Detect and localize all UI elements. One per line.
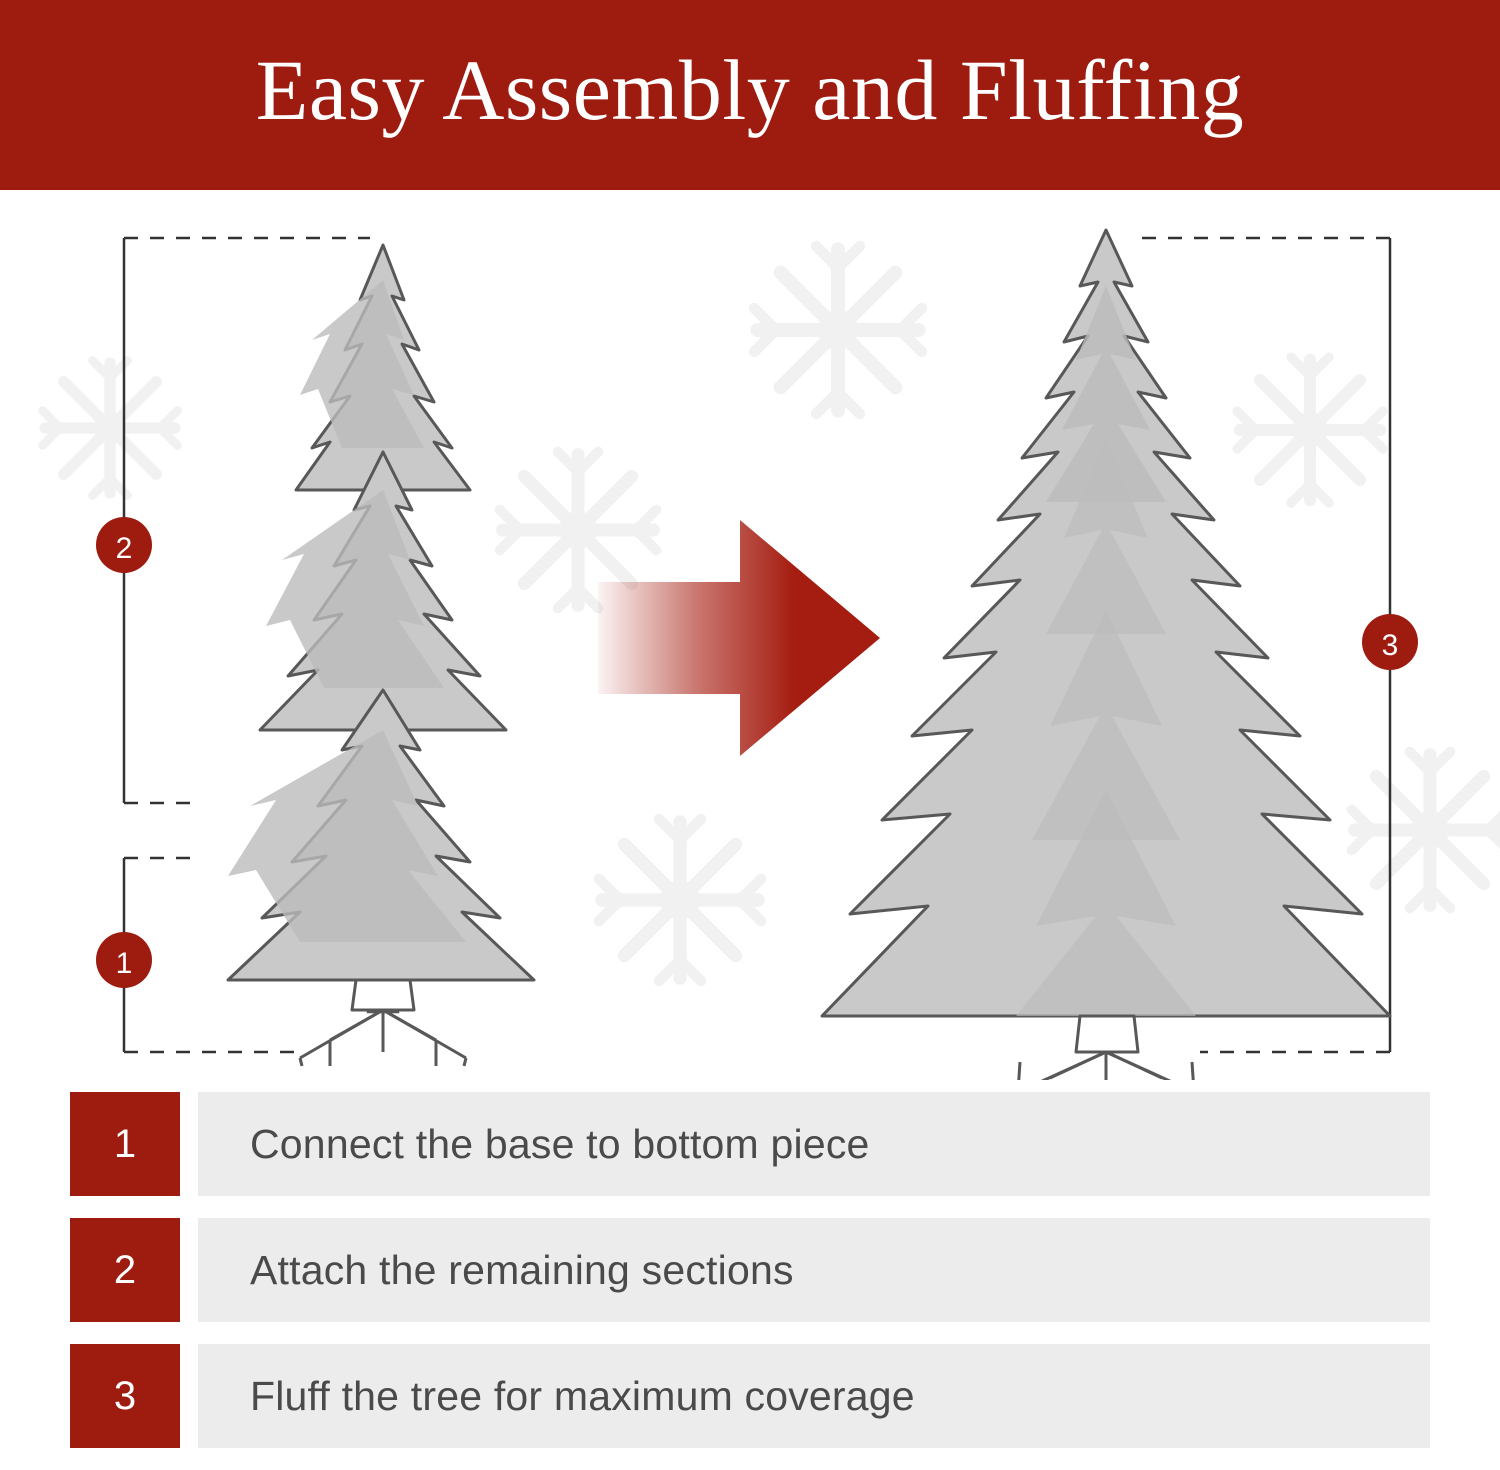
step-row-3 <box>70 1344 1430 1448</box>
step-number-1: 1 <box>70 1092 180 1196</box>
step-number-2: 2 <box>70 1218 180 1322</box>
tree-stand-left <box>300 980 466 1066</box>
tree-section-bottom <box>228 690 534 1012</box>
tree-stand-right <box>1018 1016 1194 1080</box>
step-marker-2 <box>96 517 152 573</box>
svg-text:1: 1 <box>115 947 133 980</box>
svg-text:3: 3 <box>1381 629 1399 662</box>
assembly-diagram <box>0 190 1500 1080</box>
step-text-container-1 <box>198 1092 1430 1196</box>
page-title: Easy Assembly and Fluffing <box>255 42 1245 138</box>
step-row-2 <box>70 1218 1430 1322</box>
step-label-1: Connect the base to bottom piece <box>250 1120 870 1167</box>
step-marker-1 <box>96 932 152 988</box>
step-text-container-2 <box>198 1218 1430 1322</box>
svg-text:2: 2 <box>115 532 133 565</box>
step-label-3: Fluff the tree for maximum coverage <box>250 1372 915 1419</box>
header-banner <box>0 0 1500 190</box>
process-arrow <box>598 520 880 756</box>
step-number-3: 3 <box>70 1344 180 1448</box>
step-label-2: Attach the remaining sections <box>250 1246 794 1293</box>
step-row-1 <box>70 1092 1430 1196</box>
steps-list <box>70 1092 1430 1470</box>
step-marker-3 <box>1362 614 1418 670</box>
assembled-tree <box>822 230 1390 1052</box>
step-text-container-3 <box>198 1344 1430 1448</box>
